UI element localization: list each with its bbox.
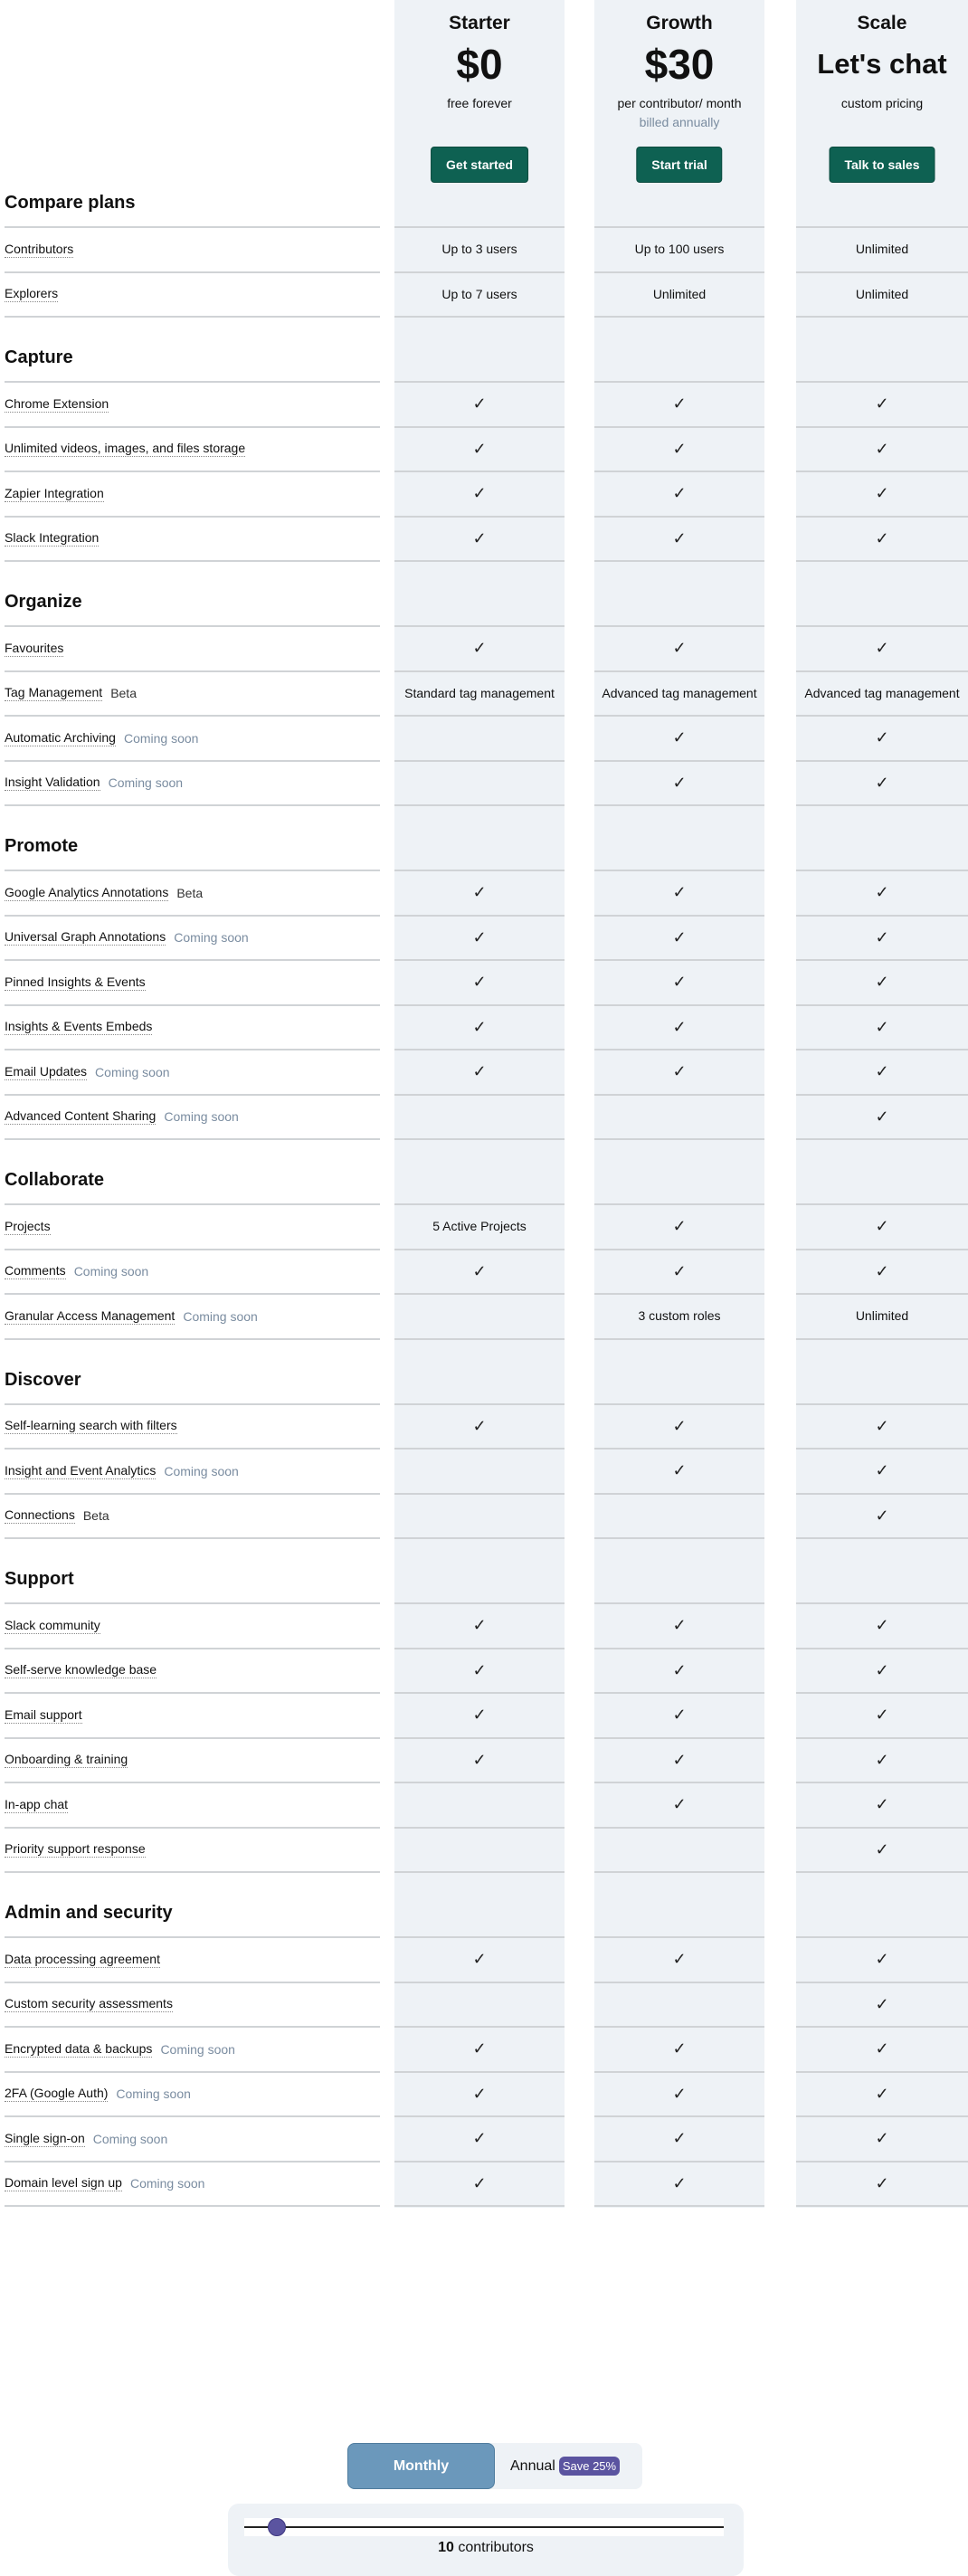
feature-cell xyxy=(594,1783,764,1829)
feature-label[interactable]: Tag Management xyxy=(5,685,103,700)
feature-cell xyxy=(796,1250,968,1296)
check-icon: ✓ xyxy=(672,1616,687,1635)
check-icon: ✓ xyxy=(875,1994,889,2013)
feature-label[interactable]: Google Analytics Annotations xyxy=(5,884,169,899)
check-icon: ✓ xyxy=(875,2173,889,2192)
feature-cell xyxy=(394,1495,565,1540)
feature-cell xyxy=(394,917,565,962)
check-icon: ✓ xyxy=(672,439,687,458)
feature-cell xyxy=(394,1649,565,1695)
feature-cell xyxy=(394,1938,565,1983)
check-icon: ✓ xyxy=(472,973,487,992)
billing-toggle[interactable] xyxy=(347,2443,642,2489)
feature-cell xyxy=(594,1739,764,1784)
feature-cell xyxy=(594,1649,764,1695)
feature-tag: Coming soon xyxy=(129,2176,205,2191)
check-icon: ✓ xyxy=(875,1062,889,1081)
plan-price-note: per contributor/ month xyxy=(617,96,742,110)
check-icon: ✓ xyxy=(672,728,687,747)
check-icon: ✓ xyxy=(472,2173,487,2192)
feature-cell: 3 custom roles xyxy=(594,1295,764,1340)
check-icon: ✓ xyxy=(875,1261,889,1280)
check-icon: ✓ xyxy=(472,1616,487,1635)
feature-label[interactable]: Projects xyxy=(5,1218,51,1233)
check-icon: ✓ xyxy=(875,883,889,902)
feature-cell xyxy=(394,1783,565,1829)
feature-cell xyxy=(796,627,968,672)
section-cell xyxy=(796,1873,968,1938)
check-icon: ✓ xyxy=(672,1416,687,1435)
feature-cell xyxy=(796,2028,968,2073)
check-icon: ✓ xyxy=(672,484,687,503)
feature-cell xyxy=(594,472,764,518)
check-icon: ✓ xyxy=(472,639,487,658)
feature-label[interactable]: Slack Integration xyxy=(5,530,100,546)
section-cell xyxy=(394,1340,565,1405)
section-cell xyxy=(796,318,968,383)
feature-cell xyxy=(394,1829,565,1874)
feature-cell xyxy=(394,428,565,473)
feature-cell xyxy=(394,2073,565,2118)
feature-cell xyxy=(796,1604,968,1649)
feature-cell: Up to 7 users xyxy=(394,273,565,318)
feature-label[interactable]: Explorers xyxy=(5,286,59,301)
feature-label[interactable]: Insight Validation xyxy=(5,775,100,790)
check-icon: ✓ xyxy=(472,927,487,946)
feature-cell xyxy=(394,1405,565,1450)
feature-label[interactable]: Domain level sign up xyxy=(5,2175,122,2191)
feature-cell xyxy=(796,472,968,518)
check-icon: ✓ xyxy=(672,1950,687,1969)
section-cell xyxy=(796,1340,968,1405)
feature-cell xyxy=(796,917,968,962)
section-cell xyxy=(394,1539,565,1604)
feature-tag: Coming soon xyxy=(160,2041,235,2057)
section-title: Promote xyxy=(5,806,380,871)
feature-label[interactable]: Custom security assessments xyxy=(5,1996,173,2011)
feature-cell xyxy=(594,1938,764,1983)
count-unit: contributors xyxy=(458,2540,534,2555)
section-cell xyxy=(394,806,565,871)
feature-cell xyxy=(796,1096,968,1141)
check-icon: ✓ xyxy=(875,1795,889,1814)
check-icon: ✓ xyxy=(875,1017,889,1036)
feature-cell xyxy=(594,383,764,428)
feature-tag: Coming soon xyxy=(123,730,199,746)
feature-tag: Coming soon xyxy=(92,2131,168,2146)
feature-label[interactable]: Pinned Insights & Events xyxy=(5,974,146,989)
feature-cell: Unlimited xyxy=(796,273,968,318)
feature-label[interactable]: Universal Graph Annotations xyxy=(5,929,166,945)
feature-cell xyxy=(594,717,764,762)
feature-cell: Standard tag management xyxy=(394,672,565,718)
section-cell xyxy=(594,1340,764,1405)
feature-label[interactable]: Automatic Archiving xyxy=(5,729,116,745)
starter-cta-button[interactable]: Get started xyxy=(431,147,528,183)
feature-cell xyxy=(594,1495,764,1540)
feature-cell xyxy=(394,1006,565,1051)
feature-cell xyxy=(594,1983,764,2029)
check-icon: ✓ xyxy=(875,1750,889,1769)
feature-cell xyxy=(796,1649,968,1695)
plan-price: $30 xyxy=(644,41,715,88)
plan-billing-note: billed annually xyxy=(639,115,720,129)
feature-cell xyxy=(594,2073,764,2118)
feature-cell xyxy=(594,627,764,672)
check-icon: ✓ xyxy=(672,528,687,547)
feature-cell xyxy=(796,1495,968,1540)
feature-cell xyxy=(394,472,565,518)
check-icon: ✓ xyxy=(472,1950,487,1969)
check-icon: ✓ xyxy=(875,927,889,946)
check-icon: ✓ xyxy=(472,1706,487,1725)
compare-header xyxy=(5,0,380,228)
section-cell xyxy=(594,562,764,627)
feature-cell xyxy=(594,762,764,807)
check-icon: ✓ xyxy=(472,439,487,458)
section-cell xyxy=(594,1539,764,1604)
check-icon: ✓ xyxy=(472,484,487,503)
check-icon: ✓ xyxy=(672,2129,687,2148)
feature-cell xyxy=(394,762,565,807)
check-icon: ✓ xyxy=(472,528,487,547)
check-icon: ✓ xyxy=(672,973,687,992)
plan-starter xyxy=(394,0,565,228)
feature-cell xyxy=(594,871,764,917)
feature-label[interactable]: Insights & Events Embeds xyxy=(5,1019,153,1034)
check-icon: ✓ xyxy=(875,639,889,658)
section-cell xyxy=(594,806,764,871)
check-icon: ✓ xyxy=(875,1416,889,1435)
feature-cell xyxy=(394,871,565,917)
compare-title: Compare plans xyxy=(5,193,136,213)
feature-cell xyxy=(796,1694,968,1739)
section-cell xyxy=(796,1140,968,1205)
feature-cell xyxy=(594,1096,764,1141)
feature-cell xyxy=(796,1783,968,1829)
feature-label[interactable]: Zapier Integration xyxy=(5,485,104,500)
check-icon: ✓ xyxy=(672,1795,687,1814)
check-icon: ✓ xyxy=(472,394,487,413)
feature-cell: Advanced tag management xyxy=(796,672,968,718)
feature-cell xyxy=(796,1205,968,1250)
feature-cell xyxy=(796,1006,968,1051)
check-icon: ✓ xyxy=(472,883,487,902)
feature-label[interactable]: Advanced Content Sharing xyxy=(5,1108,157,1124)
feature-cell xyxy=(796,762,968,807)
feature-tag: Coming soon xyxy=(183,1308,258,1324)
check-icon: ✓ xyxy=(672,1217,687,1236)
feature-cell xyxy=(594,1205,764,1250)
feature-tag: Coming soon xyxy=(95,1064,170,1079)
check-icon: ✓ xyxy=(672,394,687,413)
feature-label[interactable]: Single sign-on xyxy=(5,2130,85,2145)
feature-cell xyxy=(394,518,565,563)
section-title: Organize xyxy=(5,562,380,627)
feature-label[interactable]: Contributors xyxy=(5,241,74,256)
feature-cell xyxy=(796,871,968,917)
feature-cell xyxy=(796,518,968,563)
section-cell xyxy=(394,562,565,627)
check-icon: ✓ xyxy=(875,728,889,747)
feature-label[interactable]: Granular Access Management xyxy=(5,1307,176,1323)
feature-cell: 5 Active Projects xyxy=(394,1205,565,1250)
plan-scale xyxy=(796,0,968,228)
check-icon: ✓ xyxy=(875,484,889,503)
feature-cell xyxy=(796,1450,968,1495)
check-icon: ✓ xyxy=(875,2039,889,2058)
scale-cta-button[interactable]: Talk to sales xyxy=(829,147,935,183)
feature-cell xyxy=(594,2163,764,2208)
plan-name: Growth xyxy=(646,13,713,33)
feature-tag: Coming soon xyxy=(108,775,184,791)
feature-cell xyxy=(796,1829,968,1874)
feature-label[interactable]: Self-serve knowledge base xyxy=(5,1662,157,1678)
check-icon: ✓ xyxy=(472,2084,487,2103)
feature-cell: Advanced tag management xyxy=(594,672,764,718)
feature-label[interactable]: Favourites xyxy=(5,640,64,655)
annual-label: Annual xyxy=(510,2457,555,2474)
feature-cell xyxy=(594,1829,764,1874)
feature-label[interactable]: 2FA (Google Auth) xyxy=(5,2086,109,2101)
feature-cell: Up to 100 users xyxy=(594,228,764,273)
feature-cell xyxy=(796,428,968,473)
contributor-slider-panel xyxy=(228,2504,744,2576)
feature-cell xyxy=(594,1250,764,1296)
feature-cell xyxy=(394,1450,565,1495)
section-title: Collaborate xyxy=(5,1140,380,1205)
check-icon: ✓ xyxy=(672,1660,687,1679)
feature-cell xyxy=(394,961,565,1006)
feature-cell xyxy=(394,1694,565,1739)
feature-cell xyxy=(594,1694,764,1739)
section-title: Support xyxy=(5,1539,380,1604)
slider-thumb[interactable] xyxy=(268,2518,286,2536)
check-icon: ✓ xyxy=(875,1706,889,1725)
feature-label[interactable]: Connections xyxy=(5,1507,75,1523)
feature-cell xyxy=(394,1604,565,1649)
feature-cell xyxy=(594,1006,764,1051)
contributor-slider[interactable] xyxy=(244,2518,724,2536)
check-icon: ✓ xyxy=(472,1017,487,1036)
feature-cell: Unlimited xyxy=(796,1295,968,1340)
feature-label[interactable]: Priority support response xyxy=(5,1841,146,1857)
feature-cell xyxy=(594,1604,764,1649)
feature-cell xyxy=(594,518,764,563)
feature-label[interactable]: In-app chat xyxy=(5,1796,69,1811)
feature-cell xyxy=(394,717,565,762)
feature-tag: Coming soon xyxy=(164,1109,239,1125)
feature-cell xyxy=(394,1983,565,2029)
feature-cell xyxy=(796,1050,968,1096)
feature-tag: Beta xyxy=(176,885,204,900)
check-icon: ✓ xyxy=(472,2129,487,2148)
section-cell xyxy=(796,806,968,871)
check-icon: ✓ xyxy=(672,2039,687,2058)
growth-cta-button[interactable]: Start trial xyxy=(636,147,722,183)
check-icon: ✓ xyxy=(472,1261,487,1280)
feature-label[interactable]: Encrypted data & backups xyxy=(5,2040,153,2056)
feature-cell: Up to 3 users xyxy=(394,228,565,273)
check-icon: ✓ xyxy=(875,1839,889,1858)
monthly-option[interactable]: Monthly xyxy=(347,2443,495,2489)
check-icon: ✓ xyxy=(472,1750,487,1769)
feature-cell xyxy=(796,1983,968,2029)
check-icon: ✓ xyxy=(875,773,889,792)
feature-tag: Beta xyxy=(82,1508,109,1524)
feature-cell xyxy=(394,2163,565,2208)
section-title: Capture xyxy=(5,318,380,383)
check-icon: ✓ xyxy=(672,927,687,946)
feature-label[interactable]: Email Updates xyxy=(5,1063,88,1079)
feature-cell xyxy=(394,1739,565,1784)
plan-name: Scale xyxy=(857,13,907,33)
check-icon: ✓ xyxy=(875,439,889,458)
section-cell xyxy=(394,1140,565,1205)
check-icon: ✓ xyxy=(875,1107,889,1126)
check-icon: ✓ xyxy=(875,1461,889,1480)
feature-label[interactable]: Unlimited videos, images, and files storage xyxy=(5,441,246,456)
check-icon: ✓ xyxy=(472,2039,487,2058)
check-icon: ✓ xyxy=(472,1416,487,1435)
plan-name: Starter xyxy=(449,13,510,33)
plan-growth xyxy=(594,0,764,228)
section-title: Discover xyxy=(5,1340,380,1405)
check-icon: ✓ xyxy=(875,973,889,992)
feature-cell xyxy=(594,1050,764,1096)
feature-label[interactable]: Chrome Extension xyxy=(5,395,109,411)
check-icon: ✓ xyxy=(672,639,687,658)
check-icon: ✓ xyxy=(875,2084,889,2103)
feature-cell xyxy=(594,1405,764,1450)
section-cell xyxy=(594,1873,764,1938)
feature-label[interactable]: Data processing agreement xyxy=(5,1951,160,1966)
feature-cell xyxy=(594,2028,764,2073)
feature-cell xyxy=(594,1450,764,1495)
feature-label[interactable]: Email support xyxy=(5,1706,82,1722)
feature-cell xyxy=(796,1405,968,1450)
plan-price: Let's chat xyxy=(817,48,947,80)
feature-label[interactable]: Self-learning search with filters xyxy=(5,1418,177,1433)
check-icon: ✓ xyxy=(875,1950,889,1969)
section-cell xyxy=(394,1873,565,1938)
feature-cell xyxy=(594,428,764,473)
section-cell xyxy=(594,1140,764,1205)
check-icon: ✓ xyxy=(672,1261,687,1280)
plan-price-note: custom pricing xyxy=(840,96,924,110)
check-icon: ✓ xyxy=(672,2173,687,2192)
feature-label[interactable]: Insight and Event Analytics xyxy=(5,1462,157,1478)
section-title: Admin and security xyxy=(5,1873,380,1938)
feature-cell xyxy=(394,1295,565,1340)
check-icon: ✓ xyxy=(672,2084,687,2103)
check-icon: ✓ xyxy=(875,1217,889,1236)
feature-label[interactable]: Onboarding & training xyxy=(5,1752,128,1767)
check-icon: ✓ xyxy=(875,394,889,413)
check-icon: ✓ xyxy=(875,1616,889,1635)
check-icon: ✓ xyxy=(672,773,687,792)
feature-cell xyxy=(594,2117,764,2163)
feature-cell xyxy=(394,1250,565,1296)
check-icon: ✓ xyxy=(875,1660,889,1679)
check-icon: ✓ xyxy=(472,1660,487,1679)
feature-cell xyxy=(394,1096,565,1141)
feature-tag: Coming soon xyxy=(164,1463,239,1478)
section-cell xyxy=(796,562,968,627)
plan-price-note: free forever xyxy=(447,96,512,110)
feature-cell xyxy=(796,383,968,428)
feature-cell xyxy=(796,717,968,762)
feature-tag: Coming soon xyxy=(116,2086,191,2102)
feature-tag: Coming soon xyxy=(73,1264,149,1279)
plan-price: $0 xyxy=(456,41,503,88)
count-value: 10 xyxy=(438,2540,454,2555)
feature-label[interactable]: Comments xyxy=(5,1263,66,1278)
check-icon: ✓ xyxy=(472,1062,487,1081)
feature-cell xyxy=(394,383,565,428)
feature-cell: Unlimited xyxy=(796,228,968,273)
check-icon: ✓ xyxy=(672,1062,687,1081)
check-icon: ✓ xyxy=(875,2129,889,2148)
feature-tag: Beta xyxy=(110,686,137,701)
feature-cell xyxy=(394,2028,565,2073)
section-cell xyxy=(394,318,565,383)
check-icon: ✓ xyxy=(672,1461,687,1480)
check-icon: ✓ xyxy=(672,883,687,902)
feature-cell xyxy=(394,2117,565,2163)
contributor-count xyxy=(228,2540,744,2556)
feature-cell xyxy=(394,1050,565,1096)
feature-cell xyxy=(594,961,764,1006)
feature-cell xyxy=(796,1938,968,1983)
feature-cell xyxy=(796,961,968,1006)
check-icon: ✓ xyxy=(672,1706,687,1725)
feature-cell xyxy=(796,2117,968,2163)
annual-option[interactable] xyxy=(510,2457,620,2476)
feature-cell xyxy=(796,2163,968,2208)
save-badge: Save 25% xyxy=(559,2457,620,2476)
slider-track xyxy=(244,2526,724,2528)
check-icon: ✓ xyxy=(672,1750,687,1769)
feature-cell xyxy=(796,2073,968,2118)
section-cell xyxy=(594,318,764,383)
feature-cell: Unlimited xyxy=(594,273,764,318)
check-icon: ✓ xyxy=(875,528,889,547)
section-cell xyxy=(796,1539,968,1604)
feature-cell xyxy=(796,1739,968,1784)
check-icon: ✓ xyxy=(875,1506,889,1525)
check-icon: ✓ xyxy=(672,1017,687,1036)
feature-tag: Coming soon xyxy=(174,930,249,946)
feature-cell xyxy=(594,917,764,962)
feature-label[interactable]: Slack community xyxy=(5,1617,100,1632)
feature-cell xyxy=(394,627,565,672)
